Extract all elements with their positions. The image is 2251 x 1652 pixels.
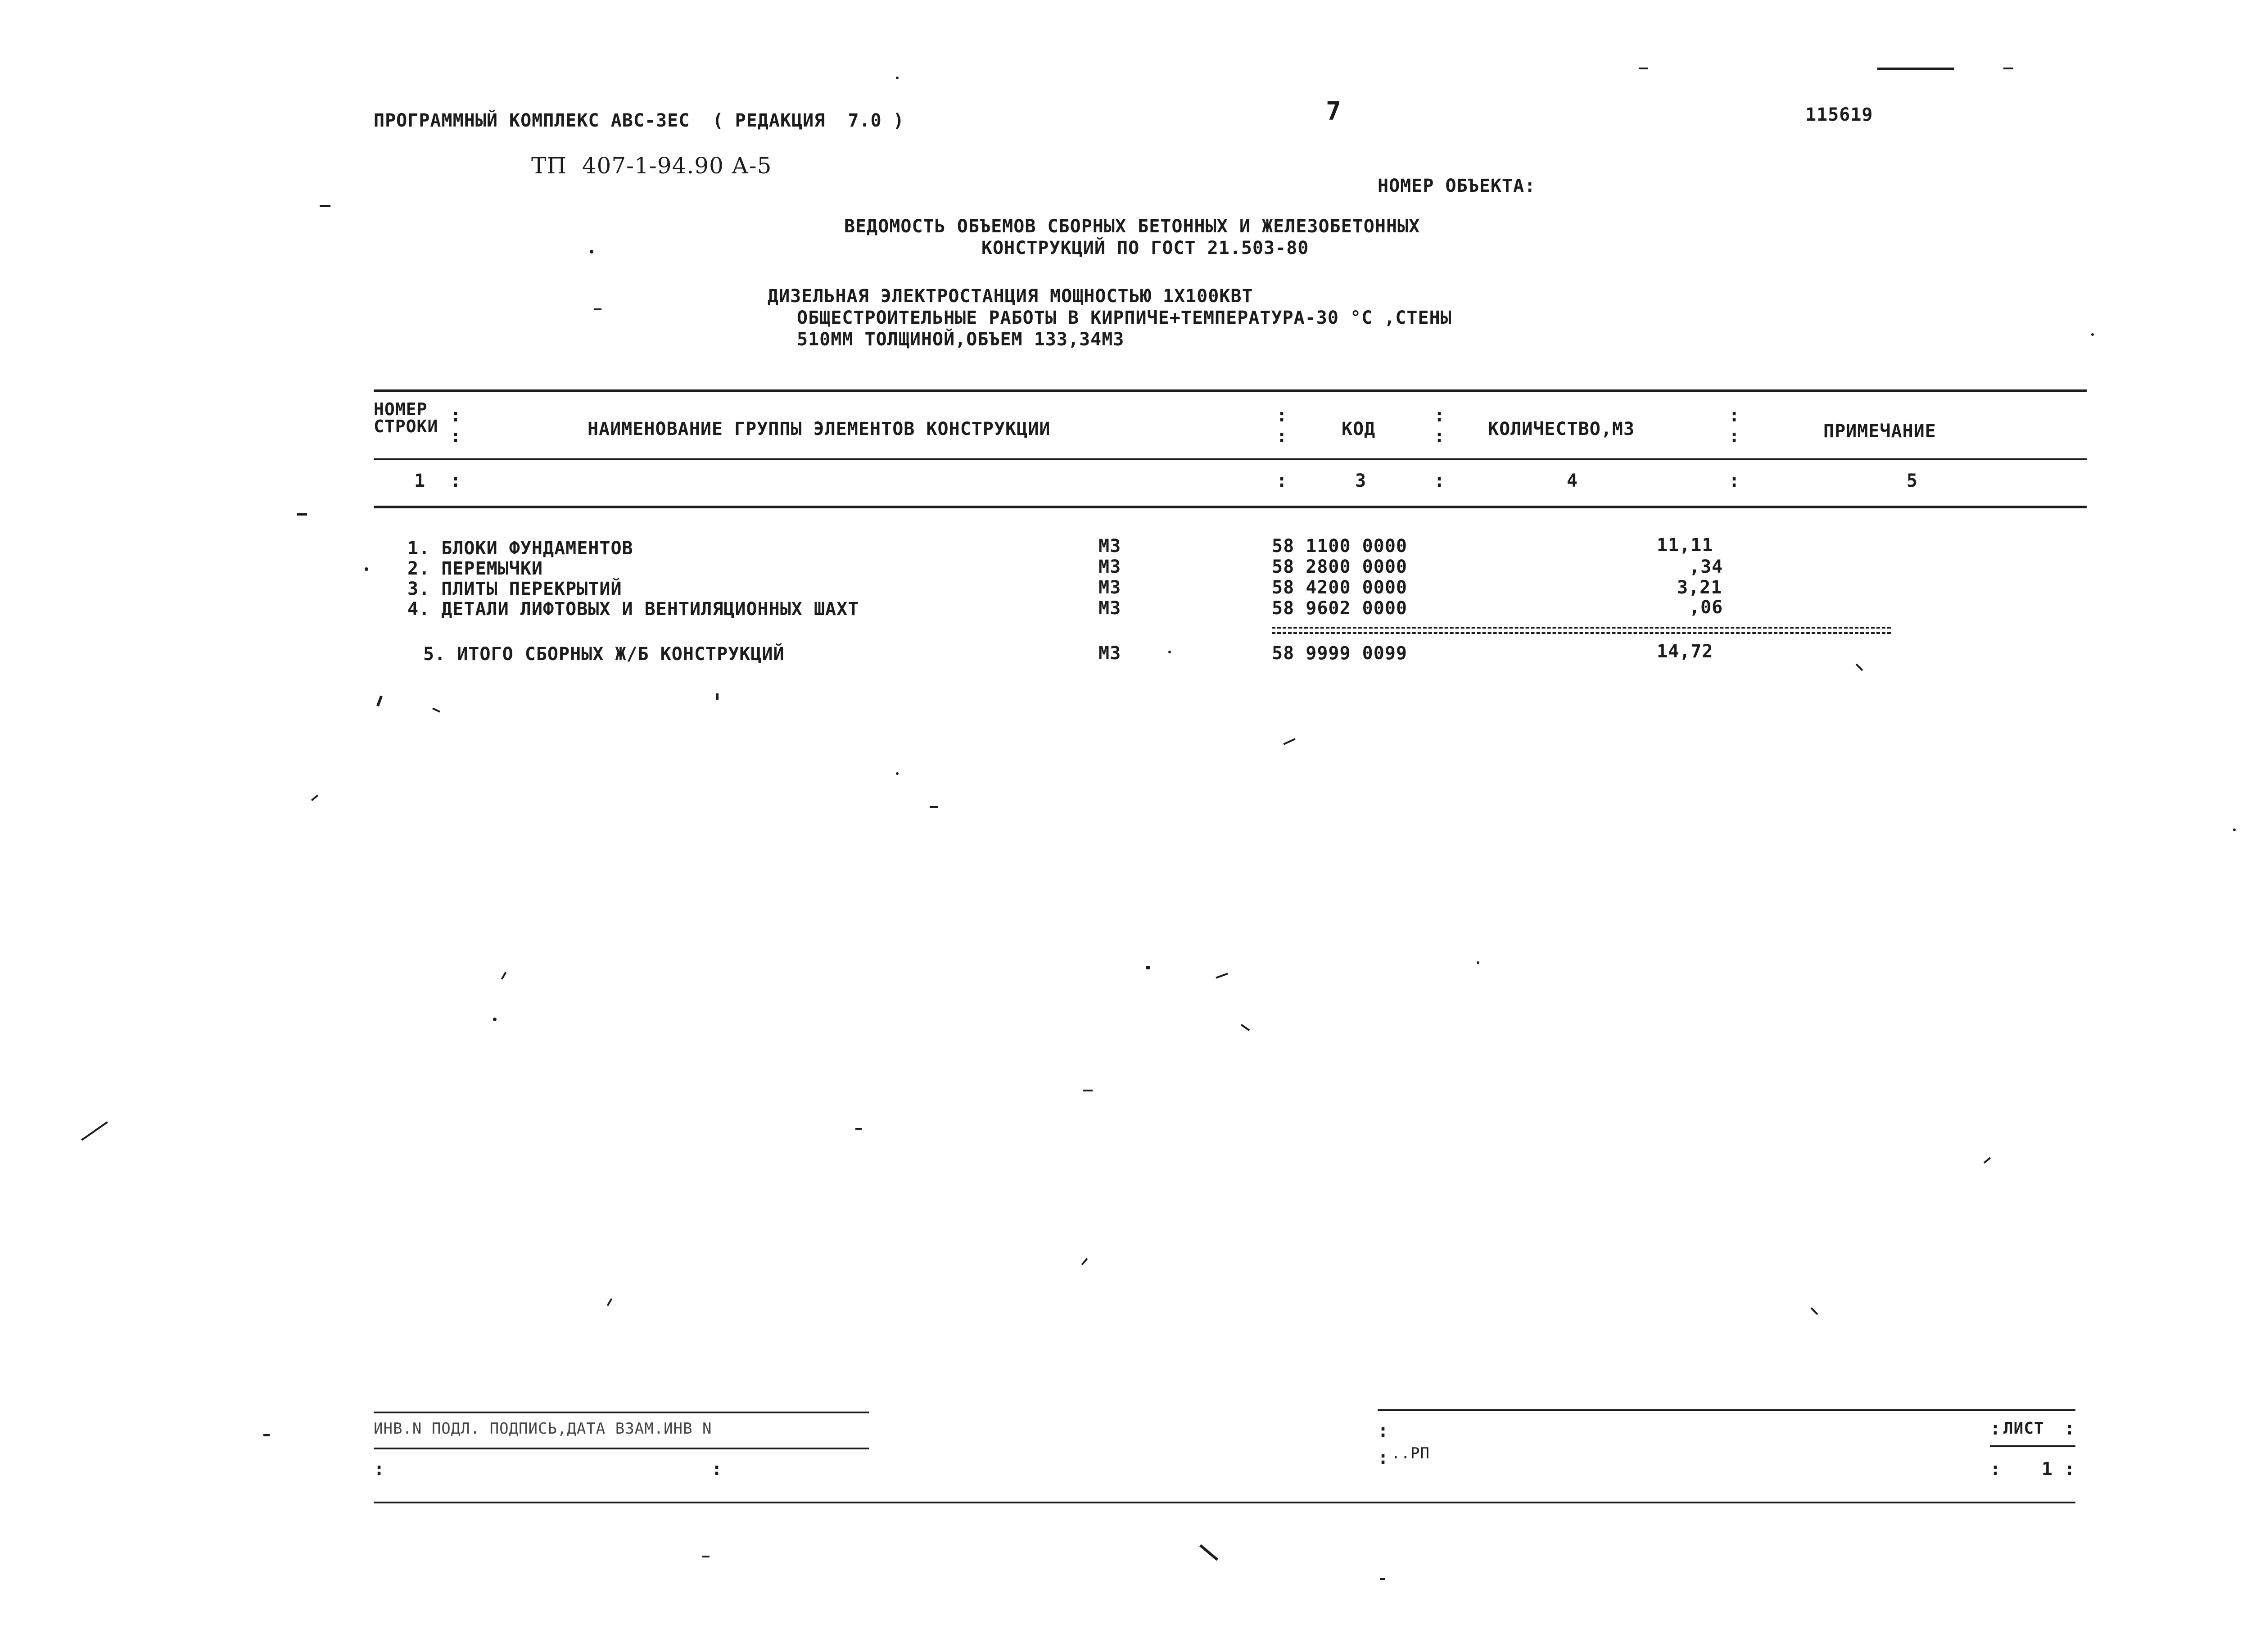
table-top-rule	[374, 389, 2087, 392]
scan-speck	[1081, 1258, 1088, 1265]
object-description-line1: ДИЗЕЛЬНАЯ ЭЛЕКТРОСТАНЦИЯ МОЩНОСТЬЮ 1Х100КВТ	[768, 286, 1253, 307]
program-name: ПРОГРАММНЫЙ КОМПЛЕКС АВС-3ЕС ( РЕДАКЦИЯ 7.0 )	[374, 110, 904, 131]
total-name: 5. ИТОГО СБОРНЫХ Ж/Б КОНСТРУКЦИЙ	[423, 644, 785, 665]
total-quantity: 14,72	[1657, 641, 1713, 662]
scan-speck	[1241, 1024, 1250, 1031]
colnum-5: 5	[1907, 471, 1918, 491]
header-note: ПРИМЕЧАНИЕ	[1823, 421, 1936, 442]
object-description-line2: ОБЩЕСТРОИТЕЛЬНЫЕ РАБОТЫ В КИРПИЧЕ+ТЕМПЕРАТУРА-30 °С ,СТЕНЫ	[797, 308, 1452, 328]
document-number: 115619	[1805, 104, 1873, 125]
row-unit: М3	[1098, 557, 1121, 577]
header-row-number: НОМЕР СТРОКИ	[374, 399, 438, 436]
scan-speck	[1283, 738, 1295, 745]
scan-speck	[81, 1121, 108, 1141]
scan-speck	[1477, 961, 1479, 964]
scan-speck	[432, 707, 440, 712]
scan-speck	[896, 772, 899, 775]
object-number-label: НОМЕР ОБЪЕКТА:	[1378, 176, 1536, 196]
scan-speck	[594, 308, 601, 310]
row-name: 2. ПЕРЕМЫЧКИ	[407, 558, 543, 579]
row-unit: М3	[1098, 598, 1121, 619]
scan-speck	[1083, 1090, 1093, 1091]
table-header-rule	[374, 458, 2087, 460]
row-quantity: ,06	[1689, 597, 1723, 618]
row-code: 58 2800 0000	[1272, 557, 1407, 577]
scan-speck	[2003, 68, 2013, 69]
row-name: 4. ДЕТАЛИ ЛИФТОВЫХ И ВЕНТИЛЯЦИОННЫХ ШАХТ	[407, 599, 859, 620]
scan-speck	[716, 693, 719, 700]
header-element-name: НАИМЕНОВАНИЕ ГРУППЫ ЭЛЕМЕНТОВ КОНСТРУКЦИИ	[588, 419, 1051, 439]
colnum-4: 4	[1567, 471, 1578, 491]
scan-speck	[1380, 1578, 1385, 1580]
table-colnum-rule	[374, 506, 2087, 508]
scan-speck	[607, 1298, 612, 1306]
row-name: 1. БЛОКИ ФУНДАМЕНТОВ	[407, 538, 633, 559]
stamp-left-header: ИНВ.N ПОДЛ. ПОДПИСЬ,ДАТА ВЗАМ.ИНВ N	[374, 1420, 712, 1438]
scan-speck	[365, 567, 368, 571]
scan-speck	[376, 696, 383, 707]
project-code: ТП 407-1-94.90 А-5	[531, 153, 772, 179]
scan-speck	[930, 806, 938, 808]
row-quantity: 3,21	[1677, 577, 1722, 598]
scan-speck	[896, 77, 899, 79]
total-separator-bottom	[1272, 632, 1891, 634]
stamp-bottom-rule	[374, 1502, 2075, 1503]
scan-speck	[2233, 828, 2236, 831]
colnum-3: 3	[1355, 471, 1367, 491]
page-number: 7	[1326, 97, 1342, 126]
row-code: 58 4200 0000	[1272, 577, 1407, 598]
scan-speck	[501, 972, 506, 980]
stamp-right-label: ..РП	[1391, 1444, 1430, 1462]
scan-speck	[1856, 664, 1863, 671]
scan-speck	[320, 205, 330, 207]
document-title: ВЕДОМОСТЬ ОБЪЕМОВ СБОРНЫХ БЕТОННЫХ И ЖЕЛЕЗОБЕТОННЫХ	[844, 216, 1420, 237]
row-code: 58 9602 0000	[1272, 598, 1407, 619]
row-unit: М3	[1098, 536, 1121, 557]
row-code: 58 1100 0000	[1272, 536, 1407, 557]
scan-speck	[493, 1018, 497, 1021]
scan-speck	[297, 513, 307, 516]
row-unit: М3	[1098, 577, 1121, 598]
scan-speck	[1984, 1157, 1991, 1164]
object-description-line3: 510ММ ТОЛЩИНОЙ,ОБЪЕМ 133,34М3	[797, 329, 1125, 350]
scan-speck	[702, 1556, 710, 1557]
scan-speck	[1877, 68, 1954, 70]
scan-speck	[1216, 973, 1228, 978]
total-separator-top	[1272, 627, 1891, 629]
scan-speck	[590, 250, 593, 253]
header-code: КОД	[1342, 419, 1376, 439]
scan-speck	[1811, 1308, 1818, 1315]
sheet-label: ЛИСТ	[2003, 1419, 2044, 1438]
scan-speck	[2091, 333, 2094, 336]
total-unit: М3	[1098, 643, 1121, 664]
scan-speck	[1146, 966, 1150, 969]
scan-speck	[855, 1128, 862, 1130]
scan-speck	[311, 795, 318, 801]
scan-speck	[1168, 651, 1171, 653]
row-quantity: 11,11	[1657, 535, 1713, 556]
row-name: 3. ПЛИТЫ ПЕРЕКРЫТИЙ	[407, 579, 622, 599]
colnum-1: 1	[414, 471, 426, 491]
total-code: 58 9999 0099	[1272, 643, 1407, 664]
sheet-number: 1	[2042, 1459, 2053, 1480]
document-title-line2: КОНСТРУКЦИЙ ПО ГОСТ 21.503-80	[981, 238, 1309, 258]
scan-speck	[1639, 68, 1648, 69]
header-quantity: КОЛИЧЕСТВО,М3	[1488, 419, 1635, 439]
row-quantity: ,34	[1689, 557, 1723, 577]
scan-speck	[263, 1434, 270, 1436]
scan-speck	[1199, 1544, 1218, 1561]
